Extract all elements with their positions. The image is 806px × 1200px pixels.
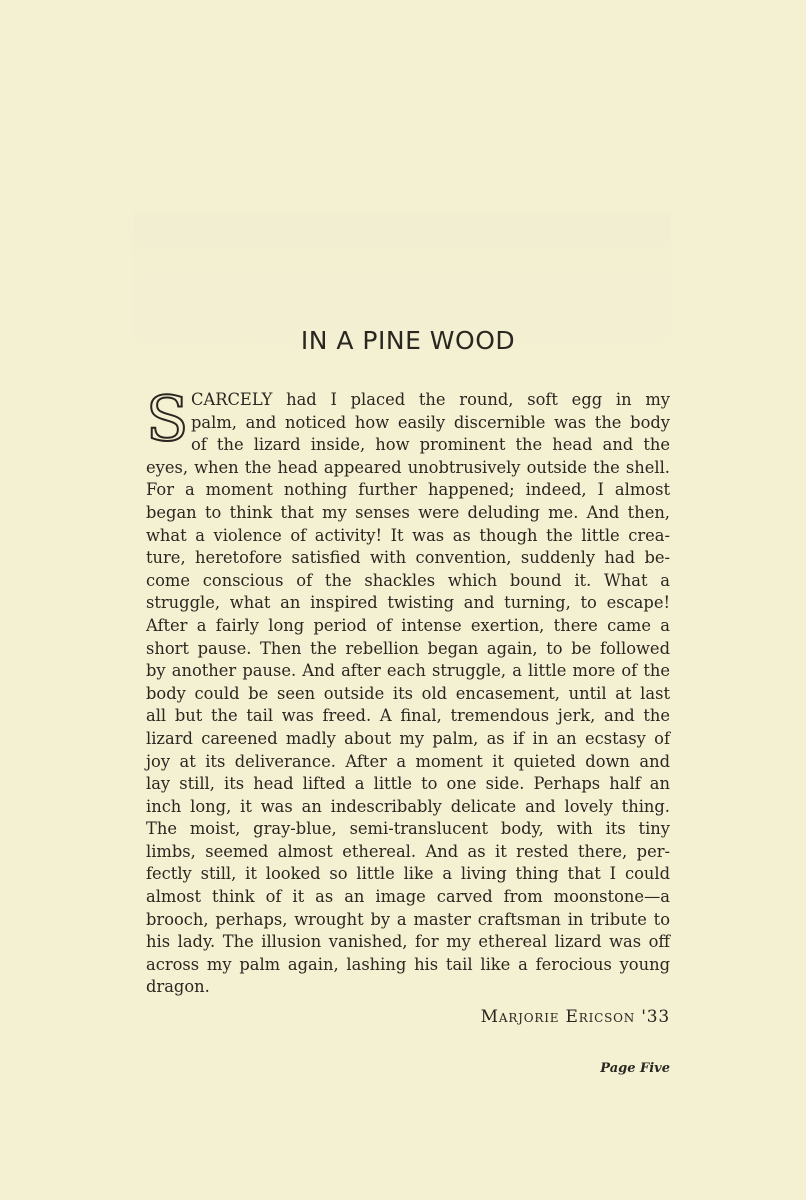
body-line: what a violence of activity! It was as though the little crea-	[146, 525, 670, 545]
body-line: almost think of it as an image carved from moonstone—a	[146, 887, 670, 907]
body-line: joy at its deliverance. After a moment it quieted down and	[146, 751, 670, 771]
body-line: across my palm again, lashing his tail like a ferocious young	[146, 954, 670, 974]
author-signature: Marjorie Ericson '33	[480, 1007, 670, 1027]
drop-cap: S	[146, 382, 189, 455]
body-line: lay still, its head lifted a little to one side. Perhaps half an	[146, 774, 670, 794]
body-line: all but the tail was freed. A final, tremendous jerk, and the	[146, 706, 670, 726]
body-line: palm, and noticed how easily discernible was the body	[191, 412, 670, 432]
body-line: inch long, it was an indescribably delicate and lovely thing.	[146, 796, 670, 816]
body-line: come conscious of the shackles which bound it. What a	[146, 570, 670, 590]
body-line: began to think that my senses were deluding me. And then,	[146, 502, 670, 522]
body-line: lizard careened madly about my palm, as if in an ecstasy of	[146, 728, 670, 748]
article-title: IN A PINE WOOD	[300, 326, 516, 355]
body-line: After a fairly long period of intense exertion, there came a	[146, 615, 670, 635]
body-line: short pause. Then the rebellion began again, to be followed	[146, 638, 670, 658]
body-line: The moist, gray-blue, semi-translucent body, with its tiny	[146, 819, 670, 839]
body-line: CARCELY had I placed the round, soft egg in my	[191, 390, 670, 409]
body-line: limbs, seemed almost ethereal. And as it rested there, per-	[146, 841, 670, 861]
body-line: ture, heretofore satisfied with convention, suddenly had be-	[146, 548, 670, 568]
article-body	[146, 382, 670, 999]
body-line: eyes, when the head appeared unobtrusively outside the shell.	[146, 457, 670, 477]
body-line: fectly still, it looked so little like a living thing that I could	[146, 864, 670, 884]
body-line: brooch, perhaps, wrought by a master craftsman in tribute to	[146, 909, 670, 929]
body-line: of the lizard inside, how prominent the head and the	[191, 435, 670, 455]
body-line: struggle, what an inspired twisting and turning, to escape!	[146, 593, 670, 613]
body-line: For a moment nothing further happened; indeed, I almost	[146, 480, 670, 500]
body-line: his lady. The illusion vanished, for my ethereal lizard was off	[146, 932, 670, 952]
body-line: dragon.	[146, 977, 210, 997]
body-line: by another pause. And after each struggle, a little more of the	[146, 661, 670, 681]
body-line: body could be seen outside its old encasement, until at last	[146, 683, 670, 703]
page-number: Page Five	[600, 1061, 670, 1076]
